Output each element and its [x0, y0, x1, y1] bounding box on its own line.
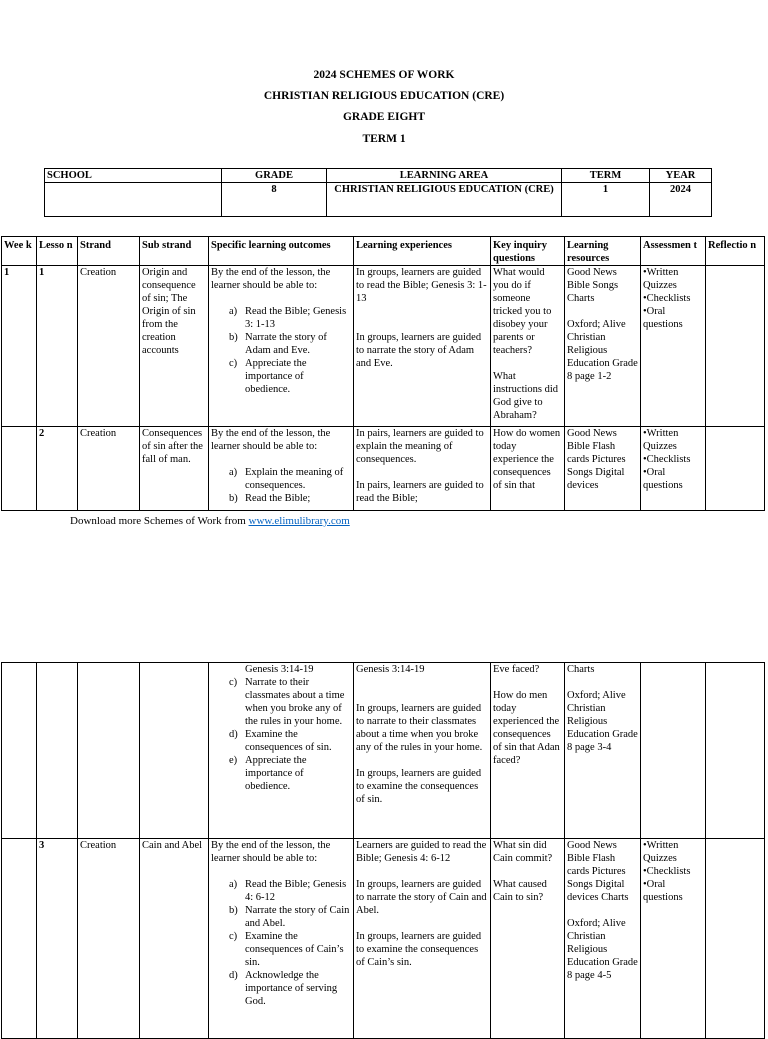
footer — [70, 515, 350, 527]
doc-title-line3: GRADE EIGHT — [342, 111, 426, 123]
info-value-term: 1 — [562, 183, 650, 217]
sub-strand-cell: Cain and Abel — [140, 839, 209, 1039]
doc-title-line4: TERM 1 — [362, 133, 406, 145]
outcome-item: b) Narrate the story of Cain and Abel. — [229, 905, 350, 929]
outcomes-cell — [209, 663, 354, 839]
header-row — [2, 237, 765, 266]
lesson-cell: 3 — [37, 839, 78, 1039]
info-value-year: 2024 — [650, 183, 712, 217]
doc-title-line2: CHRISTIAN RELIGIOUS EDUCATION (CRE) — [263, 90, 505, 102]
info-value-grade: 8 — [222, 183, 327, 217]
col-header-assessment: Assessmen t — [641, 237, 706, 266]
resources-cell: Charts Oxford; Alive Christian Religious Education Grade 8 page 3-4 — [565, 663, 641, 839]
experiences-cell: Genesis 3:14-19 In groups, learners are guided to narrate to their classmates about a time when you broke any of the rules in your home. In groups, learners are guided to examine the consequences of sin. — [354, 663, 491, 839]
info-table — [44, 168, 712, 217]
lesson-cell — [37, 663, 78, 839]
week-cell: 1 — [2, 266, 37, 427]
outcomes-cell — [209, 427, 354, 511]
sub-strand-cell: Origin and consequence of sin; The Origin of sin from the creation accounts — [140, 266, 209, 427]
resources-cell: Good News Bible Songs Charts Oxford; Alive Christian Religious Education Grade 8 page 1-2 — [565, 266, 641, 427]
questions-cell: Eve faced? How do men today experienced the consequences of sin that Adan faced? — [491, 663, 565, 839]
info-value-school — [45, 183, 222, 217]
doc-title-line1: 2024 SCHEMES OF WORK — [313, 69, 455, 81]
week-cell — [2, 427, 37, 511]
col-header-resources: Learning resources — [565, 237, 641, 266]
col-header-reflection: Reflectio n — [706, 237, 765, 266]
experiences-cell: In pairs, learners are guided to explain the meaning of consequences. In pairs, learners are guided to read the Bible; — [354, 427, 491, 511]
outcome-item: d) Examine the consequences of sin. — [229, 729, 332, 753]
table-row — [2, 266, 765, 427]
outcome-item: c) Appreciate the importance of obedience. — [229, 358, 307, 395]
reflection-cell — [706, 663, 765, 839]
assessment-cell: •Written Quizzes •Checklists •Oral questions — [641, 427, 706, 511]
experiences-cell: In groups, learners are guided to read the Bible; Genesis 3: 1-13 In groups, learners are guided to narrate the story of Adam and Eve. — [354, 266, 491, 427]
outcome-item: d) Acknowledge the importance of serving God. — [229, 970, 338, 1007]
questions-cell: How do women today experience the consequences of sin that — [491, 427, 565, 511]
col-header-outcomes: Specific learning outcomes — [209, 237, 354, 266]
outcome-item: b) Narrate the story of Adam and Eve. — [229, 332, 327, 356]
info-header-year: YEAR — [650, 169, 712, 183]
col-header-strand: Strand — [78, 237, 140, 266]
col-header-sub-strand: Sub strand — [140, 237, 209, 266]
outcomes-cell — [209, 266, 354, 427]
assessment-cell — [641, 663, 706, 839]
col-header-experiences: Learning experiences — [354, 237, 491, 266]
schemes-table — [1, 236, 765, 511]
resources-cell: Good News Bible Flash cards Pictures Songs Digital devices Charts Oxford; Alive Christian Religious Education Grade 8 page 4-5 — [565, 839, 641, 1039]
col-header-lesson: Lesso n — [37, 237, 78, 266]
sub-strand-cell — [140, 663, 209, 839]
col-header-questions: Key inquiry questions — [491, 237, 565, 266]
outcome-item: Genesis 3:14-19 — [245, 664, 314, 675]
strand-cell: Creation — [78, 427, 140, 511]
footer-text: Download more Schemes of Work from — [70, 515, 249, 527]
reflection-cell — [706, 427, 765, 511]
outcome-item: e) Appreciate the importance of obedience. — [229, 755, 307, 792]
outcome-item: c) Narrate to their classmates about a time when you broke any of the rules in your home. — [229, 677, 345, 727]
info-header-school: SCHOOL — [45, 169, 222, 183]
lesson-cell: 1 — [37, 266, 78, 427]
resources-cell: Good News Bible Flash cards Pictures Songs Digital devices — [565, 427, 641, 511]
outcome-item: a) Read the Bible; Genesis 4: 6-12 — [229, 879, 347, 903]
questions-cell: What would you do if someone tricked you to disobey your parents or teachers? What instructions did God give to Abraham? — [491, 266, 565, 427]
info-value-learning-area: CHRISTIAN RELIGIOUS EDUCATION (CRE) — [327, 183, 562, 217]
assessment-cell: •Written Quizzes •Checklists •Oral questions — [641, 839, 706, 1039]
col-header-week: Wee k — [2, 237, 37, 266]
outcome-item: c) Examine the consequences of Cain’s sin. — [229, 931, 344, 968]
info-header-grade: GRADE — [222, 169, 327, 183]
schemes-table-continued — [1, 662, 765, 1039]
table-row — [2, 427, 765, 511]
info-header-learning-area: LEARNING AREA — [327, 169, 562, 183]
outcome-item: a) Read the Bible; Genesis 3: 1-13 — [229, 306, 347, 330]
week-cell — [2, 663, 37, 839]
footer-link[interactable]: www.elimulibrary.com — [248, 515, 350, 527]
outcomes-intro: By the end of the lesson, the learner should be able to: — [211, 840, 331, 864]
assessment-cell: •Written Quizzes •Checklists •Oral questions — [641, 266, 706, 427]
table-row — [2, 839, 765, 1039]
lesson-cell: 2 — [37, 427, 78, 511]
sub-strand-cell: Consequences of sin after the fall of man. — [140, 427, 209, 511]
outcome-item: a) Explain the meaning of consequences. — [229, 467, 344, 491]
outcomes-intro: By the end of the lesson, the learner should be able to: — [211, 428, 331, 452]
reflection-cell — [706, 839, 765, 1039]
outcomes-cell — [209, 839, 354, 1039]
strand-cell: Creation — [78, 266, 140, 427]
questions-cell: What sin did Cain commit? What caused Cain to sin? — [491, 839, 565, 1039]
strand-cell: Creation — [78, 839, 140, 1039]
outcome-item: b) Read the Bible; — [229, 493, 311, 504]
strand-cell — [78, 663, 140, 839]
table-row — [2, 663, 765, 839]
outcomes-intro: By the end of the lesson, the learner should be able to: — [211, 267, 331, 291]
experiences-cell: Learners are guided to read the Bible; Genesis 4: 6-12 In groups, learners are guided to narrate the story of Cain and Abel. In groups, learners are guided to examine the consequences of Cain’s sin. — [354, 839, 491, 1039]
info-header-term: TERM — [562, 169, 650, 183]
week-cell — [2, 839, 37, 1039]
reflection-cell — [706, 266, 765, 427]
